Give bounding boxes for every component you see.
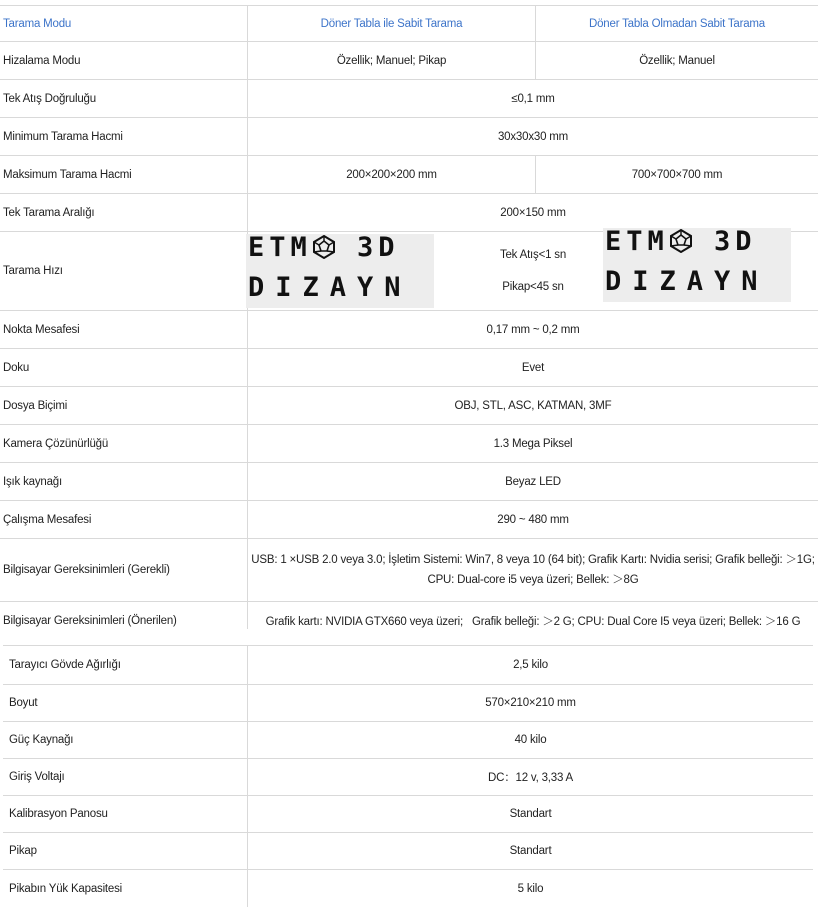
watermark-text-3d: 3D bbox=[357, 232, 400, 263]
table-row bbox=[0, 349, 818, 387]
row-value: ≤0,1 mm bbox=[511, 92, 555, 105]
table-header-row bbox=[0, 5, 818, 42]
row-label: Pikap bbox=[3, 833, 248, 869]
spec-table-2 bbox=[3, 645, 813, 907]
table-row bbox=[0, 501, 818, 539]
header-col-a: Döner Tabla ile Sabit Tarama bbox=[248, 6, 536, 41]
watermark-line-2: DIZAYN bbox=[248, 272, 412, 303]
row-value: 570×210×210 mm bbox=[485, 697, 576, 709]
etm-3d-dizayn-watermark bbox=[603, 228, 791, 302]
row-value: 2,5 kilo bbox=[513, 659, 548, 671]
watermark-line-1 bbox=[605, 228, 791, 255]
row-value: 5 kilo bbox=[517, 882, 544, 895]
speed-turntable: Pikap<45 sn bbox=[502, 281, 564, 293]
row-label: Güç Kaynağı bbox=[3, 722, 248, 758]
watermark-text-etm: ETM bbox=[248, 232, 312, 263]
table-row bbox=[0, 463, 818, 501]
row-value: Standart bbox=[509, 845, 552, 857]
row-label: Işık kaynağı bbox=[0, 463, 248, 500]
table-row bbox=[0, 42, 818, 80]
table-row bbox=[0, 156, 818, 194]
row-value: USB: 1 ×USB 2.0 veya 3.0; İşletim Sistemi: Win7, 8 veya 10 (64 bit); Grafik Kartı: Nvidia serisi; Grafik belleği: ＞1G; CPU: Dual-core i5 veya üzeri; Bellek: ＞8G bbox=[251, 554, 815, 586]
row-label: Dosya Biçimi bbox=[0, 387, 248, 424]
row-value-b: 700×700×700 mm bbox=[631, 168, 723, 181]
row-value: Grafik kartı: NVIDIA GTX660 veya üzeri; Grafik belleği: ＞2 G; CPU: Dual Core I5 veya üzeri; Bellek: ＞16 G bbox=[265, 616, 801, 628]
table-row bbox=[3, 833, 813, 870]
row-value-a: Özellik; Manuel; Pikap bbox=[248, 42, 536, 79]
row-label: Tarama Hızı bbox=[0, 232, 248, 310]
row-label: Giriş Voltajı bbox=[3, 759, 248, 795]
image-seam bbox=[0, 629, 824, 645]
row-label: Kamera Çözünürlüğü bbox=[0, 425, 248, 462]
speed-single-shot: Tek Atış<1 sn bbox=[499, 249, 567, 261]
row-value: Standart bbox=[509, 808, 552, 820]
watermark-text-3d: 3D bbox=[714, 226, 757, 257]
row-value-a: 200×200×200 mm bbox=[248, 156, 536, 193]
etm-3d-dizayn-watermark bbox=[246, 234, 434, 308]
row-value: Evet bbox=[521, 361, 545, 374]
row-value: 0,17 mm ~ 0,2 mm bbox=[486, 323, 580, 336]
row-value: 290 ~ 480 mm bbox=[497, 513, 569, 526]
table-row bbox=[0, 80, 818, 118]
header-col-b: Döner Tabla Olmadan Sabit Tarama bbox=[589, 17, 765, 30]
table-row bbox=[0, 118, 818, 156]
row-label: Maksimum Tarama Hacmi bbox=[0, 156, 248, 193]
watermark-line-2: DIZAYN bbox=[605, 266, 769, 297]
table-row bbox=[3, 759, 813, 796]
row-value: Beyaz LED bbox=[505, 475, 561, 488]
polyhedron-logo-icon bbox=[312, 235, 336, 259]
row-label: Tek Atış Doğruluğu bbox=[0, 80, 248, 117]
row-label: Hizalama Modu bbox=[0, 42, 248, 79]
row-label: Boyut bbox=[3, 685, 248, 721]
row-label: Tek Tarama Aralığı bbox=[0, 194, 248, 231]
row-label: Doku bbox=[0, 349, 248, 386]
row-value: 30x30x30 mm bbox=[497, 130, 569, 143]
polyhedron-logo-icon bbox=[669, 229, 693, 253]
watermark-text-etm: ETM bbox=[605, 226, 669, 257]
row-label: Tarayıcı Gövde Ağırlığı bbox=[3, 646, 248, 684]
header-label: Tarama Modu bbox=[0, 6, 248, 41]
table-row bbox=[0, 425, 818, 463]
row-value: 200×150 mm bbox=[500, 206, 566, 219]
table-row bbox=[0, 387, 818, 425]
row-value: DC：12 v, 3,33 A bbox=[488, 772, 573, 784]
row-label: Pikabın Yük Kapasitesi bbox=[3, 870, 248, 907]
table-row bbox=[3, 796, 813, 833]
row-label: Nokta Mesafesi bbox=[0, 311, 248, 348]
row-value: 40 kilo bbox=[514, 734, 547, 746]
watermark-line-1 bbox=[248, 234, 434, 261]
table-row bbox=[3, 870, 813, 907]
table-row bbox=[0, 311, 818, 349]
spec-table-1 bbox=[0, 5, 818, 640]
row-value-b: Özellik; Manuel bbox=[639, 54, 715, 67]
row-label: Bilgisayar Gereksinimleri (Önerilen) bbox=[0, 602, 248, 640]
row-value: 1.3 Mega Piksel bbox=[493, 437, 573, 450]
table-row bbox=[0, 539, 818, 602]
row-label: Minimum Tarama Hacmi bbox=[0, 118, 248, 155]
row-label: Çalışma Mesafesi bbox=[0, 501, 248, 538]
row-value: OBJ, STL, ASC, KATMAN, 3MF bbox=[454, 399, 612, 412]
table-row bbox=[3, 646, 813, 685]
table-row bbox=[3, 722, 813, 759]
row-label: Kalibrasyon Panosu bbox=[3, 796, 248, 832]
table-row bbox=[3, 685, 813, 722]
row-label: Bilgisayar Gereksinimleri (Gerekli) bbox=[0, 539, 248, 601]
